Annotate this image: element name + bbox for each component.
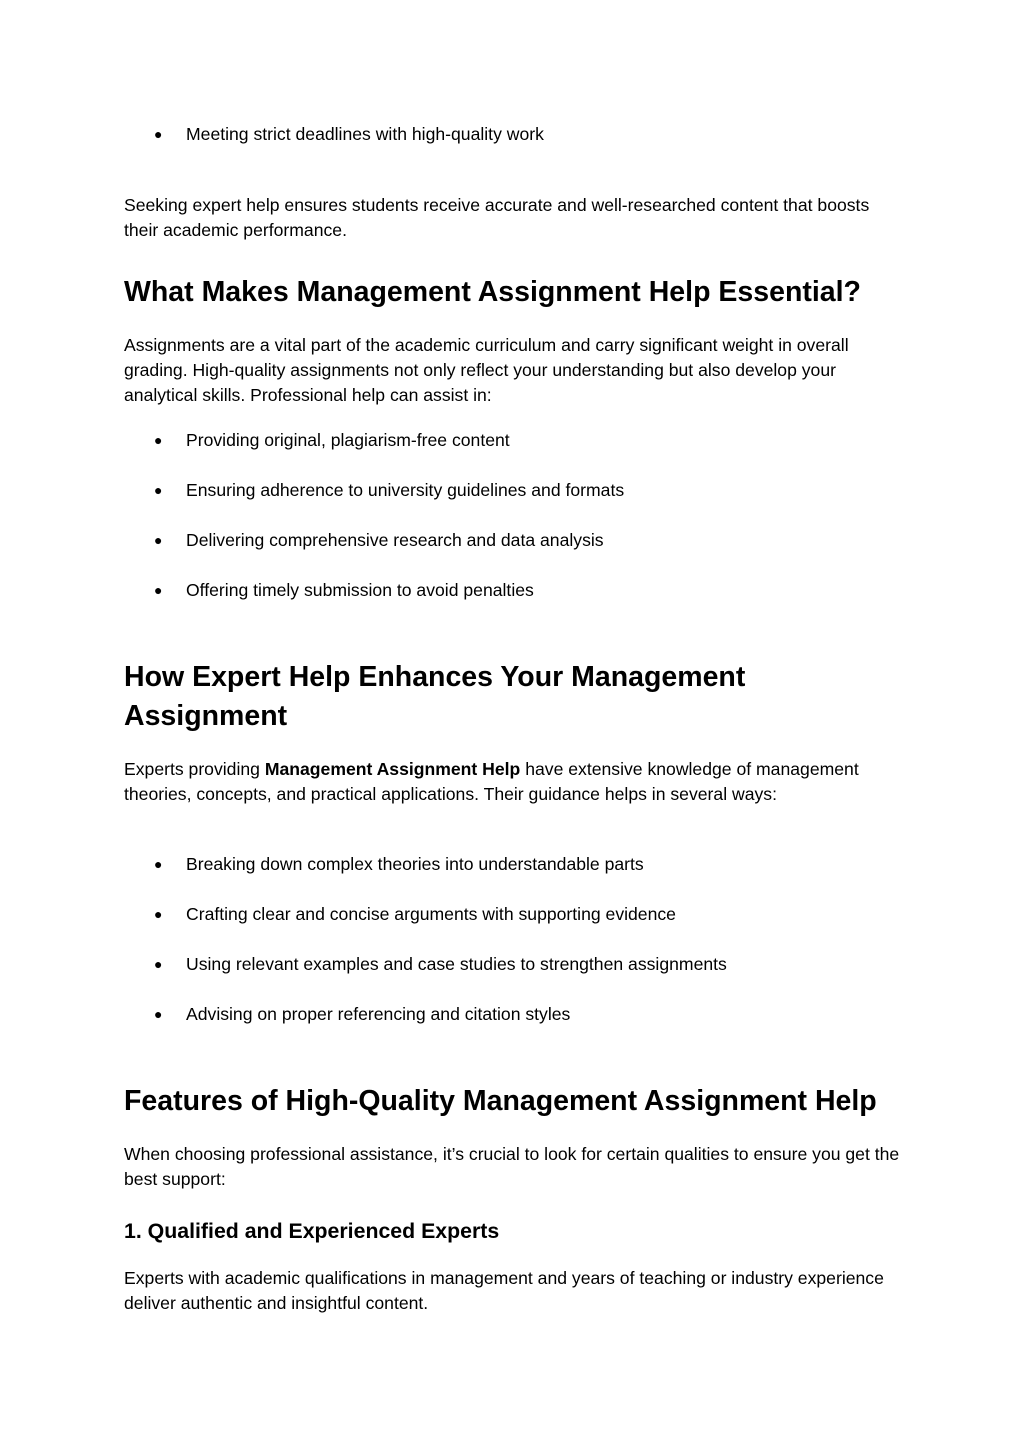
section3-paragraph: When choosing professional assistance, it’s crucial to look for certain qualities to ensure you get the best support: <box>124 1144 900 1189</box>
bullet-icon: ● <box>154 432 163 448</box>
section-heading-enhances: How Expert Help Enhances Your Management Assignment <box>124 661 746 732</box>
bullet-icon: ● <box>154 126 163 142</box>
list-item-text: Breaking down complex theories into understandable parts <box>186 854 644 874</box>
list-item-text: Delivering comprehensive research and data analysis <box>186 530 604 550</box>
subsection-paragraph: Experts with academic qualifications in management and years of teaching or industry experience deliver authentic and insightful content. <box>124 1268 884 1313</box>
list-item-text: Offering timely submission to avoid penalties <box>186 580 534 600</box>
bullet-icon: ● <box>154 906 163 922</box>
section2-paragraph-after: have extensive knowledge of management theories, concepts, and practical applications. Their guidance helps in several ways: <box>124 759 859 804</box>
list-item-text: Meeting strict deadlines with high-quality work <box>186 124 544 144</box>
bullet-icon: ● <box>154 856 163 872</box>
list-item-text: Advising on proper referencing and citation styles <box>186 1004 571 1024</box>
section1-paragraph: Assignments are a vital part of the academic curriculum and carry significant weight in overall grading. High-quality assignments not only reflect your understanding but also develop your analytical skills. Professional help can assist in: <box>124 335 849 405</box>
list-item-text: Providing original, plagiarism-free content <box>186 430 510 450</box>
subheading-qualified-experts: 1. Qualified and Experienced Experts <box>124 1219 500 1243</box>
intro-paragraph: Seeking expert help ensures students receive accurate and well-researched content that boosts their academic performance. <box>124 195 870 240</box>
section-heading-features: Features of High-Quality Management Assignment Help <box>124 1085 877 1117</box>
section2-paragraph <box>124 757 904 807</box>
bullet-icon: ● <box>154 532 163 548</box>
list-item-text: Ensuring adherence to university guidelines and formats <box>186 480 625 500</box>
section-heading-essential: What Makes Management Assignment Help Essential? <box>124 276 861 308</box>
section2-paragraph-bold: Management Assignment Help <box>264 759 521 779</box>
list-item-text: Crafting clear and concise arguments with supporting evidence <box>186 904 676 924</box>
bullet-icon: ● <box>154 582 163 598</box>
bullet-icon: ● <box>154 1006 163 1022</box>
bullet-icon: ● <box>154 956 163 972</box>
bullet-icon: ● <box>154 482 163 498</box>
list-item-text: Using relevant examples and case studies to strengthen assignments <box>186 954 727 974</box>
section2-paragraph-before: Experts providing <box>124 759 265 779</box>
